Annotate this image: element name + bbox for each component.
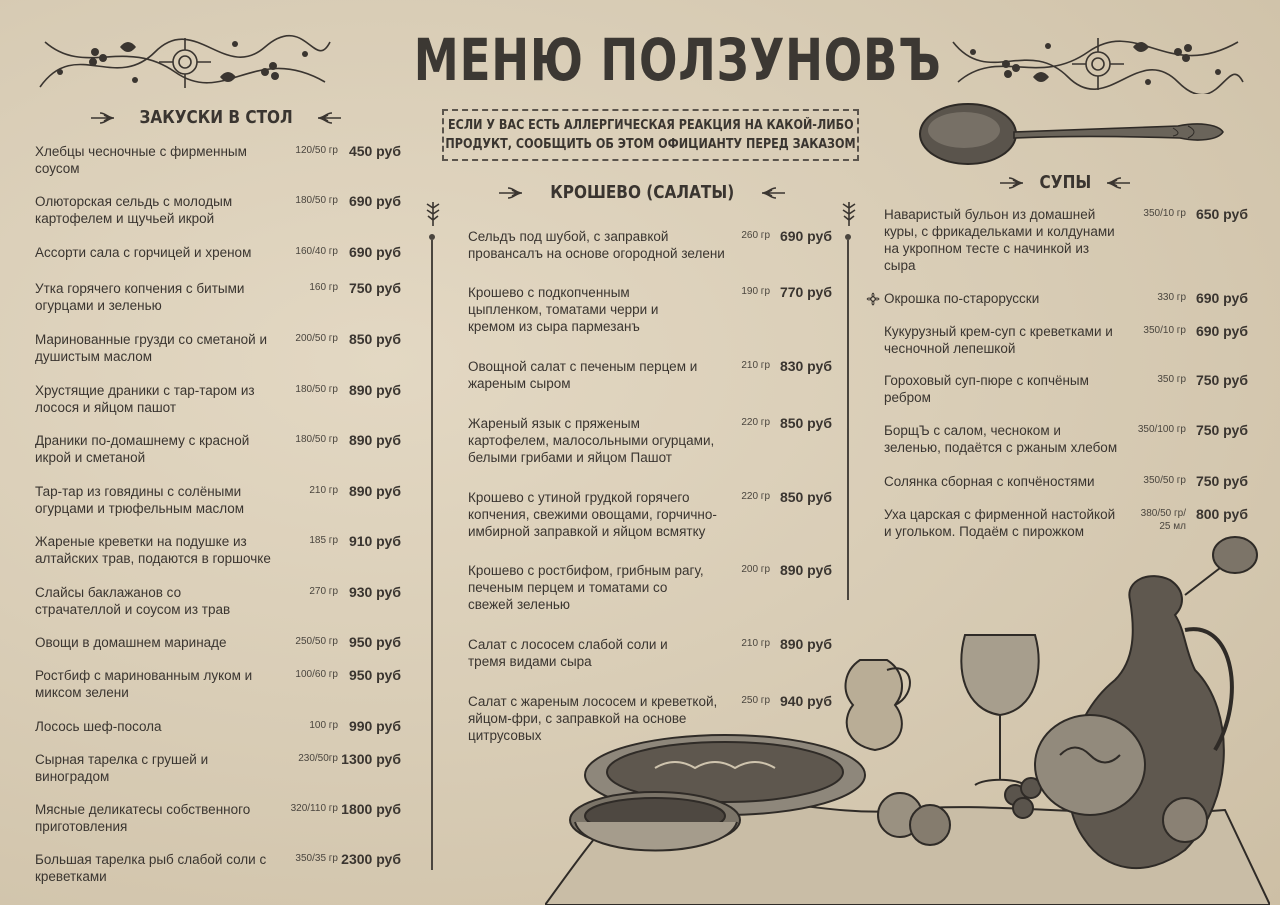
allergy-notice — [442, 109, 859, 161]
section-title: СУПЫ — [1039, 172, 1091, 193]
floral-ornament-icon — [948, 32, 1246, 94]
item-name-line: приготовления — [35, 819, 128, 834]
item-name-line: душистым маслом — [35, 349, 153, 364]
item-name-line: Драники по-домашнему с красной — [35, 433, 250, 448]
item-name-line: креветками — [35, 869, 107, 884]
item-weight: 120/50 гр — [295, 145, 338, 156]
item-name-line: Жареные креветки на подушке из — [35, 534, 247, 549]
item-weight: 250 гр — [741, 695, 770, 706]
item-name-line: огурцами и трюфельным маслом — [35, 501, 245, 516]
flourish-icon — [760, 186, 786, 200]
item-name-line: Хрустящие драники с тар-таром из — [35, 383, 255, 398]
item-price: 940 руб — [779, 693, 832, 709]
spoon-icon — [918, 100, 1228, 170]
item-weight: 350/50 гр — [1143, 475, 1186, 486]
item-name-line: Утка горячего копчения с битыми — [35, 281, 245, 296]
item-price: 890 руб — [779, 562, 832, 578]
item-name-line: сыра — [884, 258, 916, 273]
item-price: 890 руб — [348, 483, 401, 499]
item-name-line: Солянка сборная с копчёностями — [884, 474, 1095, 489]
item-price: 890 руб — [779, 636, 832, 652]
item-name-line: Ростбиф с маринованным луком и — [35, 668, 253, 683]
item-name-line: миксом зелени — [35, 685, 129, 700]
item-name-line: на укропном тесте с начинкой из — [884, 241, 1090, 256]
item-price: 690 руб — [348, 193, 401, 209]
item-name-line: Уха царская с фирменной настойкой — [884, 507, 1116, 522]
item-weight-line: 380/50 гр/ — [1140, 508, 1186, 519]
item-name-line: страчателлой и соусом из трав — [35, 602, 231, 617]
item-weight: 350/10 гр — [1143, 325, 1186, 336]
item-weight: 350/35 гр — [295, 853, 338, 864]
item-name-line: БорщЪ с салом, чесноком и — [884, 423, 1061, 438]
item-weight: 210 гр — [741, 360, 770, 371]
column-divider — [431, 240, 433, 870]
item-name-line: копчения, свежими овощами, горчично- — [468, 507, 717, 522]
item-price: 690 руб — [779, 228, 832, 244]
item-name-line: Тар-тар из говядины с солёными — [35, 484, 242, 499]
item-price: 690 руб — [1195, 290, 1248, 306]
item-name-line: картофелем, малосольными огурцами, — [468, 433, 715, 448]
item-name-line: икрой и сметаной — [35, 450, 146, 465]
sprig-icon — [840, 200, 858, 226]
sprig-icon — [424, 200, 442, 226]
item-name-line: Хлебцы чесночные с фирменным — [35, 144, 247, 159]
item-name-line: Крошево с подкопченным — [468, 285, 630, 300]
item-name-line: Лосось шеф-посола — [35, 719, 162, 734]
item-price: 950 руб — [348, 634, 401, 650]
section-title: ЗАКУСКИ В СТОЛ — [139, 107, 293, 128]
item-name-line: лосося и яйцом пашот — [35, 400, 177, 415]
item-price: 990 руб — [348, 718, 401, 734]
item-weight: 220 гр — [741, 491, 770, 502]
section-title: КРОШЕВО (САЛАТЫ) — [550, 182, 734, 203]
item-weight: 200 гр — [741, 564, 770, 575]
section-heading-zakuski — [100, 107, 332, 128]
item-price: 770 руб — [779, 284, 832, 300]
item-name-line: соусом — [35, 161, 80, 176]
item-weight: 220 гр — [741, 417, 770, 428]
allergy-notice-line: ПРОДУКТ, СООБЩИТЬ ОБ ЭТОМ ОФИЦИАНТУ ПЕРЕД ЗАКАЗОМ — [445, 137, 856, 152]
item-weight: 260 гр — [741, 230, 770, 241]
item-price: 890 руб — [348, 432, 401, 448]
item-weight: 350/100 гр — [1137, 424, 1186, 435]
item-name-line: Мясные деликатесы собственного — [35, 802, 251, 817]
item-weight: 270 гр — [309, 586, 338, 597]
item-weight: 160 гр — [309, 282, 338, 293]
item-name-line: жареным сыром — [468, 376, 571, 391]
section-heading-supy — [1000, 172, 1130, 193]
item-price: 830 руб — [779, 358, 832, 374]
item-price: 850 руб — [779, 415, 832, 431]
item-name-line: алтайских трав, подаются в горшочке — [35, 551, 271, 566]
item-price: 850 руб — [779, 489, 832, 505]
item-price: 750 руб — [348, 280, 401, 296]
item-name-line: Олюторская сельдь с молодым — [35, 194, 233, 209]
item-price: 890 руб — [348, 382, 401, 398]
section-heading-kroshevo — [512, 182, 772, 203]
item-name-line: Крошево с утиной грудкой горячего — [468, 490, 690, 505]
item-weight: 210 гр — [309, 485, 338, 496]
item-name-line: куры, с фрикадельками и колдунами — [884, 224, 1115, 239]
item-name-line: Окрошка по-старорусски — [884, 291, 1040, 306]
flourish-icon — [316, 111, 342, 125]
item-name-line: кремом из сыра пармезанъ — [468, 319, 640, 334]
item-price: 690 руб — [1195, 323, 1248, 339]
item-weight: 250/50 гр — [295, 636, 338, 647]
item-price: 910 руб — [348, 533, 401, 549]
item-name-line: Маринованные грузди со сметаной и — [35, 332, 267, 347]
item-price: 690 руб — [348, 244, 401, 260]
item-name-line: ребром — [884, 390, 931, 405]
item-name-line: Салат с жареным лососем и креветкой, — [468, 694, 718, 709]
item-name-line: Сельдъ под шубой, с заправкой — [468, 229, 669, 244]
item-name-line: Крошево с ростбифом, грибным рагу, — [468, 563, 704, 578]
item-price: 2300 руб — [341, 851, 401, 867]
item-name-line: Большая тарелка рыб слабой соли с — [35, 852, 267, 867]
page-title: МЕНЮ ПОЛЗУНОВЪ — [413, 26, 942, 94]
item-weight: 180/50 гр — [295, 195, 338, 206]
item-name-line: Кукурузный крем-суп с креветками и — [884, 324, 1113, 339]
item-weight: 100 гр — [309, 720, 338, 731]
item-price: 1800 руб — [341, 801, 401, 817]
item-name-line: Овощной салат с печеным перцем и — [468, 359, 698, 374]
item-name-line: тремя видами сыра — [468, 654, 592, 669]
item-name-line: цыпленком, томатами черри и — [468, 302, 659, 317]
item-name-line: Слайсы баклажанов со — [35, 585, 182, 600]
item-name-line: огурцами и зеленью — [35, 298, 162, 313]
flourish-icon — [999, 176, 1025, 190]
item-price: 750 руб — [1195, 422, 1248, 438]
item-name-line: печеным перцем и томатами со — [468, 580, 668, 595]
floral-ornament-icon — [35, 32, 333, 94]
item-price: 650 руб — [1195, 206, 1248, 222]
item-name-line: Салат с лососем слабой соли и — [468, 637, 668, 652]
item-price: 1300 руб — [341, 751, 401, 767]
item-price: 800 руб — [1195, 506, 1248, 522]
item-weight: 190 гр — [741, 286, 770, 297]
item-weight: 185 гр — [309, 535, 338, 546]
item-name-line: Ассорти сала с горчицей и хреном — [35, 245, 252, 260]
item-name-line: картофелем и щучьей икрой — [35, 211, 215, 226]
item-name-line: и угольком. Подаём с пирожком — [884, 524, 1085, 539]
item-name-line: имбирной заправкой и яйцом всмятку — [468, 524, 706, 539]
item-price: 930 руб — [348, 584, 401, 600]
item-name-line: свежей зеленью — [468, 597, 571, 612]
item-name-line: Гороховый суп-пюре с копчёным — [884, 373, 1089, 388]
item-weight: 180/50 гр — [295, 434, 338, 445]
item-name-line: Сырная тарелка с грушей и — [35, 752, 209, 767]
item-price: 950 руб — [348, 667, 401, 683]
item-weight: 350/10 гр — [1143, 208, 1186, 219]
item-price: 450 руб — [348, 143, 401, 159]
item-name-line: провансалъ на основе огородной зелени — [468, 246, 725, 261]
item-weight: 160/40 гр — [295, 246, 338, 257]
item-weight: 210 гр — [741, 638, 770, 649]
flower-icon — [866, 292, 880, 306]
item-weight: 230/50гр — [298, 753, 338, 764]
item-weight: 200/50 гр — [295, 333, 338, 344]
item-name-line: Наваристый бульон из домашней — [884, 207, 1096, 222]
item-weight: 180/50 гр — [295, 384, 338, 395]
item-name-line: Жареный язык с пряженым — [468, 416, 640, 431]
item-name-line: белыми грибами и яйцом Пашот — [468, 450, 672, 465]
item-weight: 320/110 гр — [290, 803, 338, 814]
item-name-line: чесночной лепешкой — [884, 341, 1016, 356]
flourish-icon — [498, 186, 524, 200]
item-name-line: Овощи в домашнем маринаде — [35, 635, 227, 650]
item-name-line: цитрусовых — [468, 728, 542, 743]
item-weight: 350 гр — [1157, 374, 1186, 385]
item-weight-line: 25 мл — [1159, 521, 1186, 532]
item-price: 850 руб — [348, 331, 401, 347]
item-name-line: виноградом — [35, 769, 110, 784]
item-weight: 100/60 гр — [295, 669, 338, 680]
item-price: 750 руб — [1195, 473, 1248, 489]
item-price: 750 руб — [1195, 372, 1248, 388]
still-life-illustration-icon — [545, 520, 1270, 905]
flourish-icon — [90, 111, 116, 125]
item-weight: 330 гр — [1157, 292, 1186, 303]
item-name-line: яйцом-фри, с заправкой на основе — [468, 711, 687, 726]
item-name-line: зеленью, подаётся с ржаным хлебом — [884, 440, 1118, 455]
allergy-notice-line: ЕСЛИ У ВАС ЕСТЬ АЛЛЕРГИЧЕСКАЯ РЕАКЦИЯ НА КАКОЙ-ЛИБО — [447, 118, 854, 133]
flourish-icon — [1105, 176, 1131, 190]
